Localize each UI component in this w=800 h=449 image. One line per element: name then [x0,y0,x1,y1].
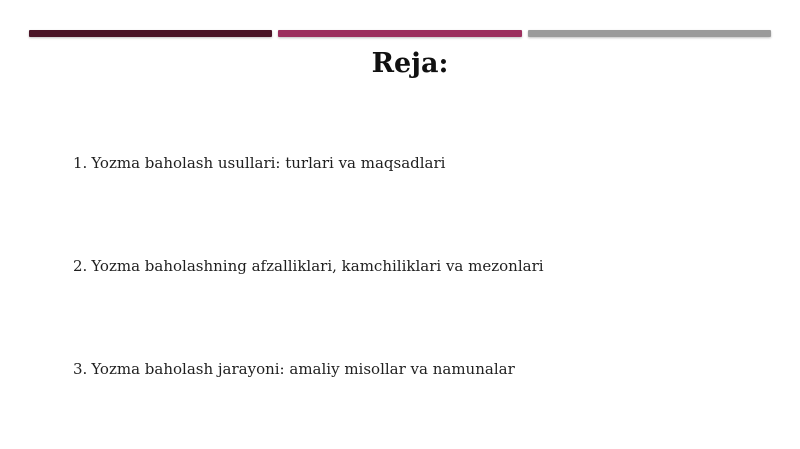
accent-bar-2 [278,30,522,37]
list-item-number: 1. [73,154,88,172]
list-item-number: 3. [73,360,88,378]
accent-bar-1 [29,30,272,37]
list-item-text: Yozma baholash usullari: turlari va maqsadlari [91,154,446,172]
accent-bar-3 [528,30,771,37]
list-item-text: Yozma baholash jarayoni: amaliy misollar va namunalar [91,360,515,378]
list-item-number: 2. [73,257,88,275]
list-item [73,154,445,172]
list-item [73,360,515,378]
list-item [73,257,544,275]
slide-title: Reja: [371,48,449,79]
list-item-text: Yozma baholashning afzalliklari, kamchiliklari va mezonlari [91,257,544,275]
